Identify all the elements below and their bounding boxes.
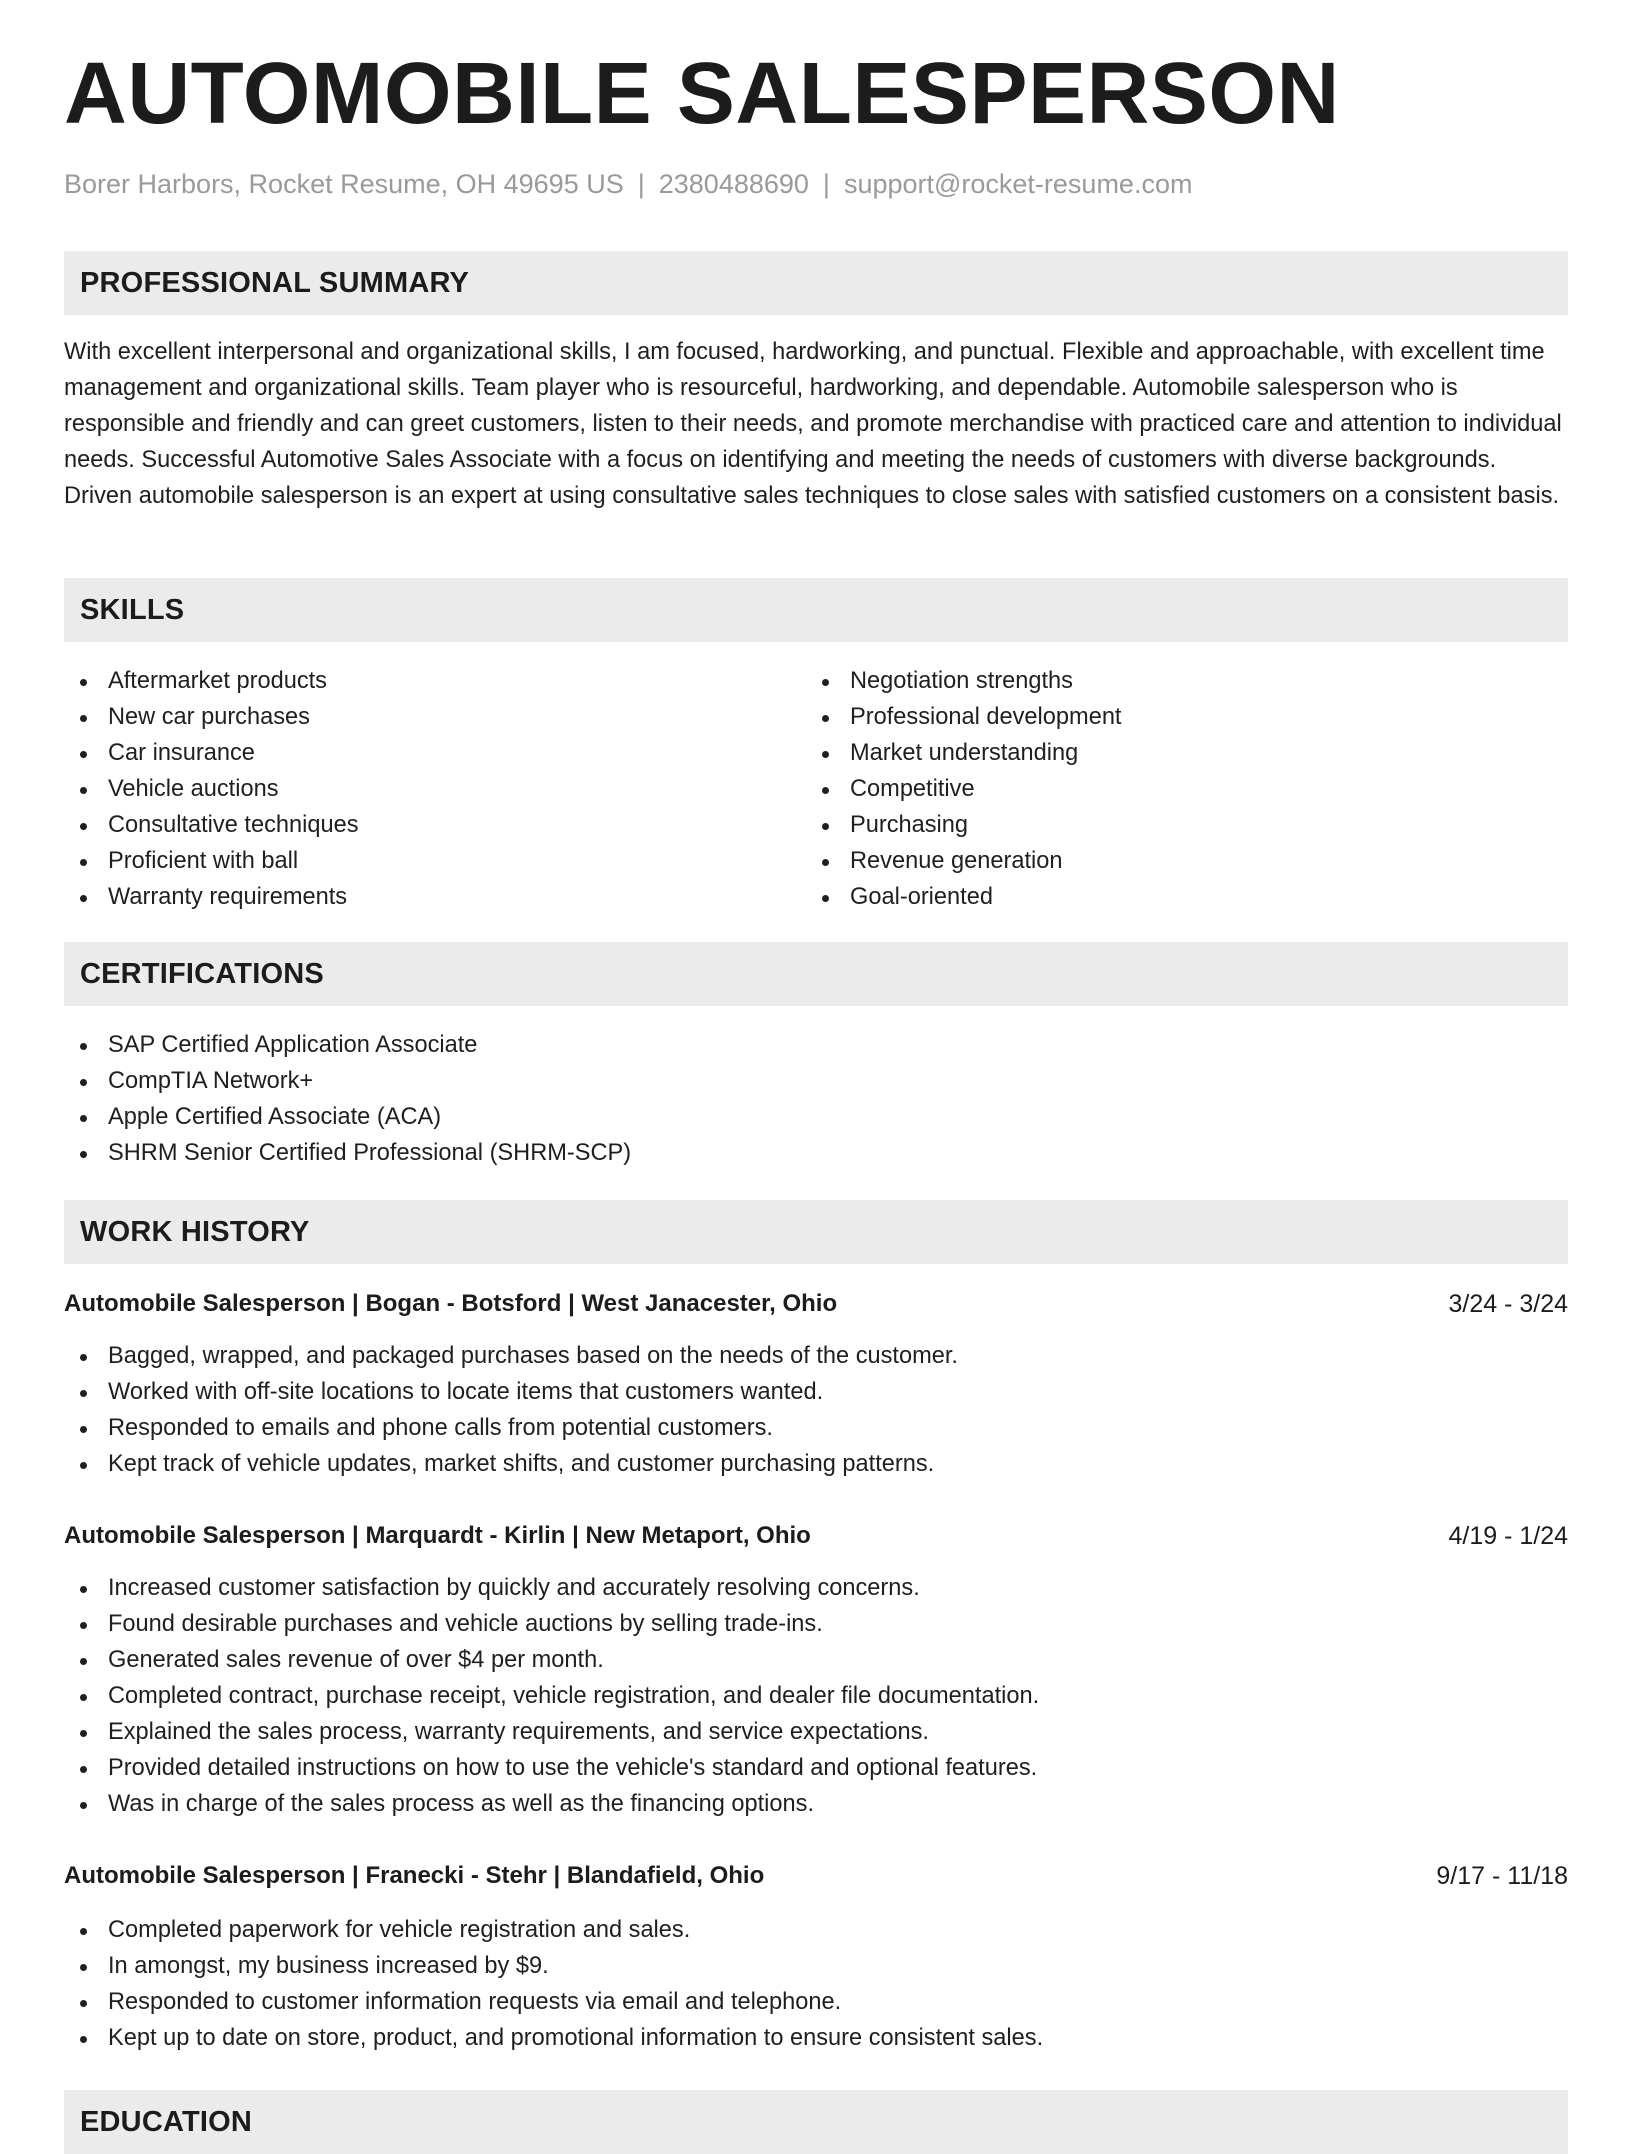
candidate-name: AUTOMOBILE SALESPERSON [64, 45, 1340, 142]
section-header-skills: SKILLS [64, 578, 1568, 642]
skill-item: Warranty requirements [64, 879, 804, 915]
summary-text: With excellent interpersonal and organizational skills, I am focused, hardworking, and punctual. Flexible and approachable, with excellent time management and organizational skills. Team player who is resourceful, hardworking, and dependable. Automobile salesperson who is responsible and friendly and can greet customers, listen to their needs, and promote merchandise with practiced care and attention to individual needs. Successful Automotive Sales Associate with a focus on identifying and meeting the needs of customers with diverse backgrounds. Driven automobile salesperson is an expert at using consultative sales techniques to close sales with satisfied customers on a consistent basis. [64, 339, 1562, 509]
skill-item: Goal-oriented [806, 879, 1546, 915]
skill-item: Proficient with ball [64, 843, 804, 879]
job-duty-item: Bagged, wrapped, and packaged purchases based on the needs of the customer. [64, 1338, 1568, 1374]
contact-phone: 2380488690 [658, 169, 809, 199]
certification-item: CompTIA Network+ [64, 1063, 1568, 1099]
job-duty-item: Completed paperwork for vehicle registration and sales. [64, 1912, 1568, 1948]
job-dates: 4/19 - 1/24 [1448, 1522, 1568, 1550]
skill-item: Competitive [806, 771, 1546, 807]
section-header-education: EDUCATION [64, 2090, 1568, 2154]
job-duties-list [64, 1570, 1568, 1822]
job-dates: 3/24 - 3/24 [1448, 1290, 1568, 1318]
skills-list-left [64, 663, 804, 915]
job-title: Automobile Salesperson | Franecki - Stehr | Blandafield, Ohio [64, 1862, 765, 1889]
section-header-work-history: WORK HISTORY [64, 1200, 1568, 1264]
job-duty-item: Kept track of vehicle updates, market shifts, and customer purchasing patterns. [64, 1446, 1568, 1482]
skill-item: Purchasing [806, 807, 1546, 843]
job-duty-item: Kept up to date on store, product, and promotional information to ensure consistent sales. [64, 2020, 1568, 2056]
certification-item: SAP Certified Application Associate [64, 1027, 1568, 1063]
skill-item: Car insurance [64, 735, 804, 771]
job-duty-item: Found desirable purchases and vehicle auctions by selling trade-ins. [64, 1606, 1568, 1642]
contact-email: support@rocket-resume.com [843, 169, 1193, 199]
job-duty-item: Responded to emails and phone calls from potential customers. [64, 1410, 1568, 1446]
job-duty-item: Generated sales revenue of over $4 per month. [64, 1642, 1568, 1678]
skill-item: Negotiation strengths [806, 663, 1546, 699]
job-duty-item: Provided detailed instructions on how to use the vehicle's standard and optional features. [64, 1750, 1568, 1786]
job-duty-item: Worked with off-site locations to locate items that customers wanted. [64, 1374, 1568, 1410]
contact-line [64, 168, 1192, 200]
skill-item: Market understanding [806, 735, 1546, 771]
job-title: Automobile Salesperson | Bogan - Botsford | West Janacester, Ohio [64, 1290, 838, 1317]
contact-separator: | [822, 169, 830, 199]
section-header-summary: PROFESSIONAL SUMMARY [64, 251, 1568, 315]
job-duties-list [64, 1338, 1568, 1482]
skills-list-right [806, 663, 1546, 915]
skill-item: Vehicle auctions [64, 771, 804, 807]
job-duty-item: In amongst, my business increased by $9. [64, 1948, 1568, 1984]
job-duties-list [64, 1912, 1568, 2056]
section-header-certifications: CERTIFICATIONS [64, 942, 1568, 1006]
skill-item: Revenue generation [806, 843, 1546, 879]
skill-item: Aftermarket products [64, 663, 804, 699]
certification-item: Apple Certified Associate (ACA) [64, 1099, 1568, 1135]
job-duty-item: Increased customer satisfaction by quickly and accurately resolving concerns. [64, 1570, 1568, 1606]
job-title: Automobile Salesperson | Marquardt - Kirlin | New Metaport, Ohio [64, 1522, 811, 1549]
contact-address: Borer Harbors, Rocket Resume, OH 49695 US [64, 169, 624, 199]
skill-item: Consultative techniques [64, 807, 804, 843]
job-duty-item: Was in charge of the sales process as well as the financing options. [64, 1786, 1568, 1822]
contact-separator: | [637, 169, 645, 199]
skill-item: Professional development [806, 699, 1546, 735]
skill-item: New car purchases [64, 699, 804, 735]
job-dates: 9/17 - 11/18 [1436, 1862, 1568, 1890]
job-duty-item: Responded to customer information requests via email and telephone. [64, 1984, 1568, 2020]
job-duty-item: Explained the sales process, warranty requirements, and service expectations. [64, 1714, 1568, 1750]
certification-item: SHRM Senior Certified Professional (SHRM-SCP) [64, 1135, 1568, 1171]
certifications-list [64, 1027, 1568, 1171]
job-duty-item: Completed contract, purchase receipt, vehicle registration, and dealer file documentation. [64, 1678, 1568, 1714]
